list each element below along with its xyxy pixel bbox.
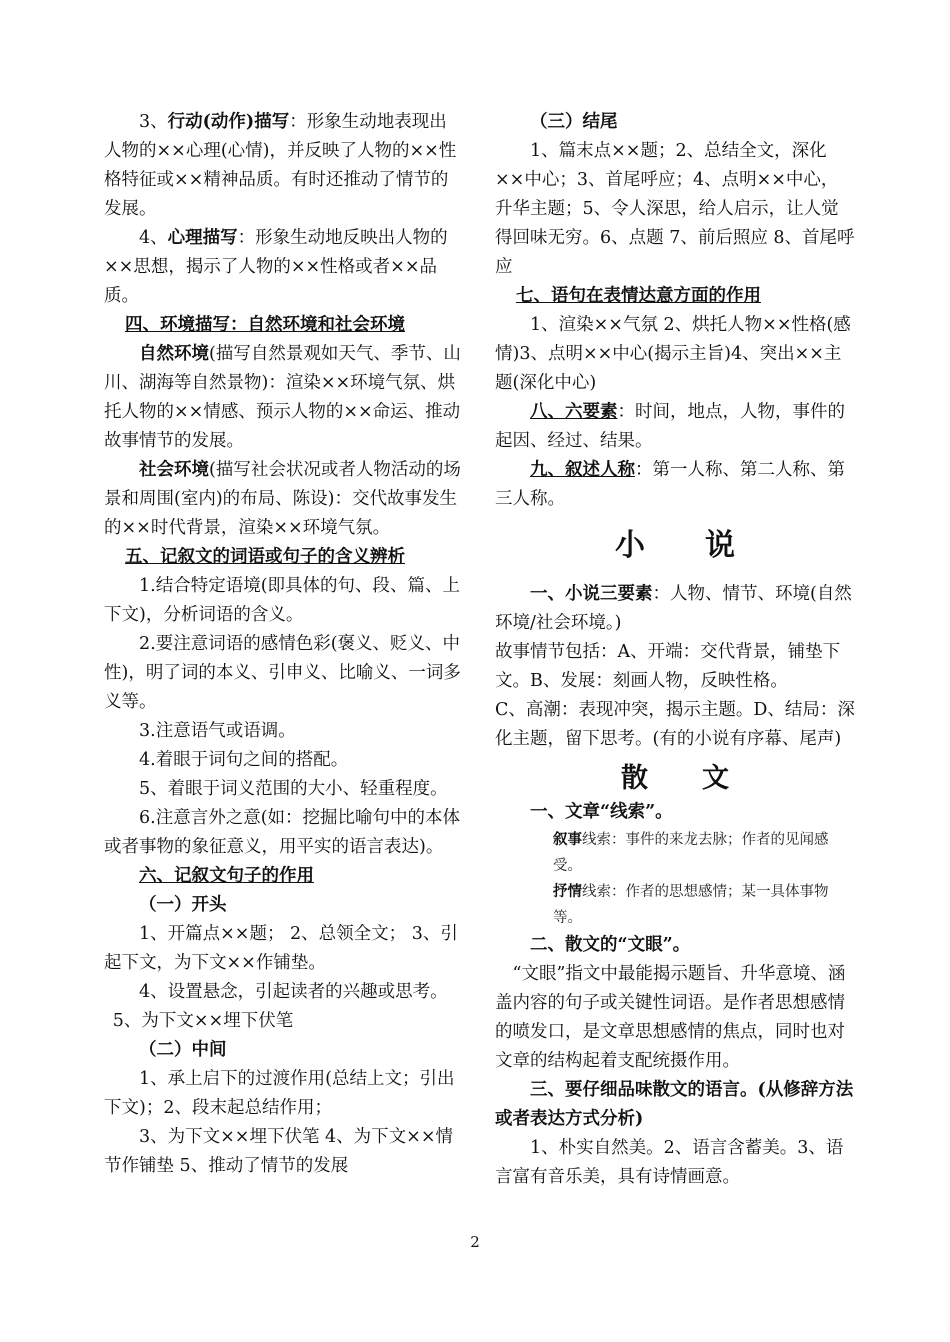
section-heading-meaning: 五、记叙文的词语或句子的含义辨析 [125, 547, 405, 567]
list-item: 1、开篇点××题； 2、总领全文； 3、引起下文，为下文××作铺垫。 [104, 924, 458, 973]
term-body: ：第一人称、第二人称、第三人称。 [495, 460, 845, 509]
essay-language-paragraph: 1、朴实自然美。2、语言含蓄美。3、语言富有音乐美，具有诗情画意。 [495, 1138, 844, 1187]
term-label: 抒情 [553, 883, 582, 900]
term-label: 一、小说三要素 [530, 584, 653, 604]
left-column [104, 108, 464, 1181]
narrative-person-paragraph [495, 456, 855, 514]
essay-title: 散 文 [621, 763, 729, 794]
term-label: 自然环境 [139, 344, 209, 364]
term-body: ：形象生动地反映出人物的××思想，揭示了人物的××性格或者××品质。 [104, 228, 448, 306]
term-label: 九、叙述人称 [530, 460, 635, 480]
term-label: 社会环境 [139, 460, 209, 480]
list-item: 1、篇末点××题；2、总结全文，深化××中心；3、首尾呼应；4、点明××中心，升华主题；5、令人深思，给人启示，让人觉得回味无穷。6、点题 7、前后照应 8、首尾呼应 [495, 141, 855, 277]
section-heading-environment: 四、环境描写：自然环境和社会环境 [125, 315, 405, 335]
plot-paragraph: C、高潮：表现冲突，揭示主题。D、结局：深化主题，留下思考。(有的小说有序幕、尾声) [495, 700, 855, 749]
list-item: 5、着眼于词义范围的大小、轻重程度。 [139, 779, 448, 799]
essay-heading-language: 三、要仔细品味散文的语言。(从修辞方法或者表达方式分析) [495, 1080, 854, 1129]
term-body: (描写自然景观如天气、季节、山川、湖海等自然景物)：渲染××环境气氛、烘托人物的××情感、预示人物的××命运、推动故事情节的发展。 [104, 344, 461, 451]
essay-heading-clue: 一、文章“线索”。 [530, 802, 673, 822]
novel-elements-paragraph [495, 580, 855, 638]
novel-title: 小 说 [615, 528, 735, 563]
list-item: 3、为下文××埋下伏笔 4、为下文××情节作铺垫 5、推动了情节的发展 [104, 1127, 453, 1176]
subheading-middle: （二）中间 [139, 1040, 227, 1060]
list-item: 1、渲染××气氛 2、烘托人物××性格(感情)3、点明××中心(揭示主旨)4、突出××主题(深化中心) [495, 315, 851, 393]
term-body: 线索：作者的思想感情；某一具体事物等。 [553, 884, 829, 926]
essay-eye-paragraph: “文眼”指文中最能揭示题旨、升华意境、涵盖内容的句子或关键性词语。是作者思想感情的喷发口，是文章思想感情的焦点，同时也对文章的结构起着支配统摄作用。 [495, 964, 846, 1071]
social-environment-paragraph [104, 456, 464, 543]
list-item: 1、承上启下的过渡作用(总结上文；引出下文)；2、段末起总结作用； [104, 1069, 455, 1118]
item-number: 4、 [139, 228, 168, 248]
term-label: 行动(动作)描写 [167, 112, 290, 132]
subheading-opening: （一）开头 [139, 895, 227, 915]
list-item: 1.结合特定语境(即具体的句、段、篇、上下文)，分析词语的含义。 [104, 576, 461, 625]
right-column [495, 108, 855, 1192]
list-item: 3.注意语气或语调。 [139, 721, 296, 741]
lyric-clue-item [495, 879, 855, 931]
term-body: ：人物、情节、环境(自然环境/社会环境。) [495, 584, 852, 633]
term-body: ：形象生动地表现出人物的××心理(心情)，并反映了人物的××性格特征或××精神品质。有时还推动了情节的发展。 [104, 112, 457, 219]
natural-environment-paragraph [104, 340, 464, 456]
page-number: 2 [470, 1233, 480, 1251]
six-elements-paragraph [495, 398, 855, 456]
list-item: 6.注意言外之意(如：挖掘比喻句中的本体或者事物的象征意义，用平实的语言表达)。 [104, 808, 461, 857]
term-body: (描写社会状况或者人物活动的场景和周围(室内)的布局、陈设)：交代故事发生的××时代背景，渲染××环境气氛。 [104, 460, 461, 538]
list-item: 4.着眼于词句之间的搭配。 [139, 750, 349, 770]
psychology-description-paragraph [104, 224, 464, 311]
item-number: 3、 [139, 112, 168, 132]
term-label: 叙事 [553, 831, 582, 848]
term-body: ：时间，地点，人物，事件的起因、经过、结果。 [495, 402, 845, 451]
subheading-ending: （三）结尾 [530, 112, 618, 132]
essay-heading-eye: 二、散文的“文眼”。 [530, 935, 691, 955]
narrative-clue-item [495, 827, 855, 879]
section-heading-sentence-function: 六、记叙文句子的作用 [139, 866, 314, 886]
term-label: 八、六要素 [530, 402, 618, 422]
list-item: 2.要注意词语的感情色彩(褒义、贬义、中性)，明了词的本义、引申义、比喻义、一词多义等。 [104, 634, 461, 712]
term-body: 线索：事件的来龙去脉；作者的见闻感受。 [553, 832, 829, 874]
list-item: 4、设置悬念，引起读者的兴趣或思考。 [139, 982, 448, 1002]
action-description-paragraph [104, 108, 464, 224]
term-label: 心理描写 [167, 228, 238, 248]
plot-paragraph: 故事情节包括：A、开端：交代背景，铺垫下文。B、发展：刻画人物，反映性格。 [495, 642, 841, 691]
list-item: 5、为下文××埋下伏笔 [112, 1011, 294, 1031]
section-heading-expression: 七、语句在表情达意方面的作用 [516, 286, 761, 306]
